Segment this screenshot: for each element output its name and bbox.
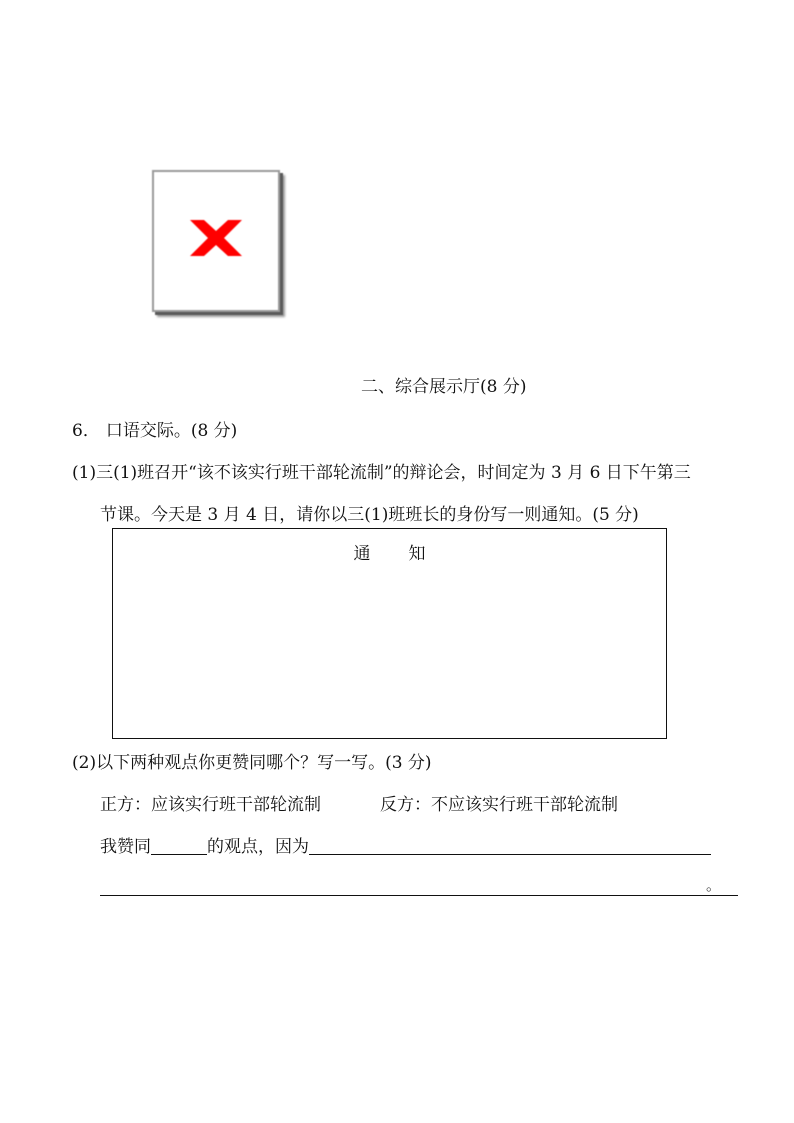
section-title: 二、综合展示厅(8 分) — [361, 377, 527, 397]
notice-title — [113, 543, 666, 565]
choice-blank[interactable] — [151, 836, 207, 855]
part2-prompt: (2)以下两种观点你更赞同哪个？写一写。(3 分) — [72, 753, 432, 773]
reason-blank[interactable] — [309, 836, 711, 855]
end-mark: 。 — [706, 876, 722, 894]
question-title: 口语交际。(8 分) — [105, 421, 238, 441]
pro-view: 正方：应该实行班干部轮流制 — [100, 795, 321, 815]
fill-middle: 的观点，因为 — [207, 837, 309, 857]
question-heading — [72, 420, 237, 442]
broken-image — [152, 170, 280, 312]
question-number: 6． — [72, 421, 100, 441]
fill-line — [100, 836, 711, 858]
broken-image-icon — [184, 216, 248, 260]
notice-title-char1: 通 — [353, 544, 371, 564]
answer-line[interactable] — [100, 895, 738, 896]
notice-title-char2: 知 — [408, 544, 426, 564]
fill-prefix: 我赞同 — [100, 837, 151, 857]
notice-answer-box[interactable] — [112, 528, 667, 739]
part1-line2: 节课。今天是 3 月 4 日，请你以三(1)班班长的身份写一则通知。(5 分) — [100, 505, 639, 525]
con-view: 反方：不应该实行班干部轮流制 — [380, 795, 618, 815]
part1-line1: (1)三(1)班召开“该不该实行班干部轮流制”的辩论会，时间定为 3 月 6 日下午第三 — [72, 463, 691, 483]
